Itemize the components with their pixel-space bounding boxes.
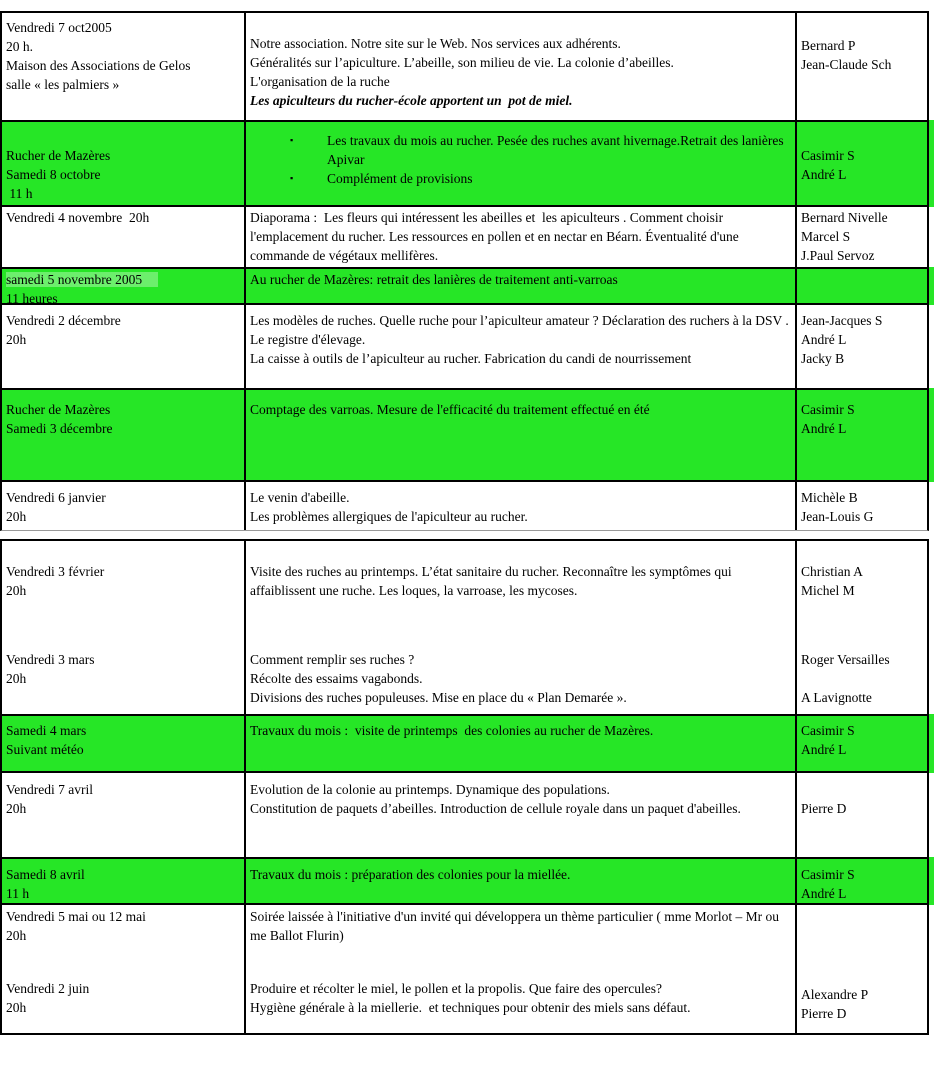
text-line: 11 h [6,186,33,201]
text-line: 11 heures [6,291,58,303]
green-row-overflow [929,857,934,905]
date-cell [2,482,244,530]
bullet-text: Les travaux du mois au rucher. Pesée des ruches avant hivernage.Retrait des lanières Apivar [327,133,787,167]
text-line: Vendredi 3 février [6,564,105,579]
date-cell [2,978,244,1033]
text-line: Bernard P [801,38,856,53]
table-row [2,859,927,905]
bullet-icon: ▪ [290,173,294,183]
text-line: Visite des ruches au printemps. L’état sanitaire du rucher. Reconnaître les symptômes qui affaiblissent une ruche. Les loques, la varroase, les mycoses. [250,564,735,598]
text-line [801,780,922,799]
text-line: Travaux du mois : visite de printemps des colonies au rucher de Mazères. [250,723,654,738]
text-line: Vendredi 7 oct2005 [6,20,112,35]
text-line: Comptage des varroas. Mesure de l'efficacité du traitement effectué en été [250,402,650,417]
text-line: Au rucher de Mazères: retrait des lanières de traitement anti-varroas [250,272,618,287]
text-line: Roger Versailles [801,652,890,667]
presenter-cell [795,773,927,857]
text-line: Les problèmes allergiques de l'apiculteur au rucher. [250,509,528,524]
date-cell [2,859,244,903]
bullet-item [250,169,790,188]
text-line: Hygiène générale à la miellerie. et techniques pour obtenir des miels sans défaut. [250,1000,691,1015]
date-cell [2,905,244,978]
text-line: Casimir S [801,148,855,163]
topic-cell [244,859,795,903]
presenter-cell [795,207,927,267]
presenter-cell [795,716,927,771]
text-line: salle « les palmiers » [6,77,120,92]
topic-cell [244,269,795,303]
text-line: Récolte des essaims vagabonds. [250,671,423,686]
green-row-overflow [929,267,934,305]
table-row [2,122,927,207]
table-row [2,541,927,648]
table-row [2,207,927,269]
table-row [2,13,927,122]
text-line: Le venin d'abeille. [250,490,350,505]
table-row [2,648,927,716]
topic-cell [244,905,795,978]
text-line: 20h [6,928,27,943]
topic-cell [244,541,795,648]
topic-cell [244,482,795,530]
table-row [2,905,927,978]
text-line: Marcel S [801,229,851,244]
text-line: Vendredi 3 mars [6,652,95,667]
table-row [2,305,927,390]
text-line: Suivant météo [6,742,84,757]
text-line: Produire et récolter le miel, le pollen et la propolis. Que faire des opercules? [250,981,662,996]
presenter-cell [795,541,927,648]
text-line: Divisions des ruches populeuses. Mise en place du « Plan Demarée ». [250,690,627,705]
presenter-cell [795,305,927,388]
presenter-cell [795,390,927,480]
text-line: Les modèles de ruches. Quelle ruche pour l’apiculteur amateur ? Déclaration des ruchers à la DSV . Le registre d'élevage. [250,313,793,347]
text-line: Vendredi 2 décembre [6,313,121,328]
text-line: Samedi 4 mars [6,723,87,738]
text-line: 20h [6,332,27,347]
text-line: Casimir S [801,723,855,738]
presenter-cell [795,859,927,903]
text-line: Jean-Louis G [801,509,874,524]
text-line: André L [801,886,847,901]
date-cell [2,390,244,480]
highlighted-text: samedi 5 novembre 2005 [6,272,158,287]
topic-cell [244,716,795,771]
text-line: Diaporama : Les fleurs qui intéressent les abeilles et les apiculteurs . Comment choisir l'emplacement du rucher. Les ressources en pollen et en nectar en Béarn. Éventualité d'une commande de végétaux mellifères. [250,210,743,263]
text-line: 11 h [6,886,30,901]
text-line: Samedi 8 avril [6,867,85,882]
text-line: Constitution de paquets d’abeilles. Introduction de cellule royale dans un paquet d'abeilles. [250,801,741,816]
text-line: Généralités sur l’apiculture. L’abeille, son milieu de vie. La colonie d’abeilles. [250,55,674,70]
text-line: André L [801,421,847,436]
text-line: Rucher de Mazères [6,402,111,417]
presenter-cell [795,978,927,1033]
presenter-cell [795,13,927,120]
topic-cell [244,773,795,857]
presenter-cell [795,269,927,303]
topic-cell [244,13,795,120]
text-line: Evolution de la colonie au printemps. Dynamique des populations. [250,782,610,797]
table-segment [0,11,929,531]
text-line: Vendredi 6 janvier [6,490,106,505]
text-line: Christian A [801,564,863,579]
topic-cell [244,978,795,1033]
topic-cell [244,207,795,267]
date-cell [2,13,244,120]
page-break-gap [0,531,934,539]
text-line: 20h [6,583,27,598]
text-line: A Lavignotte [801,690,872,705]
text-line: 20h [6,1000,27,1015]
text-line: André L [801,742,847,757]
table-row [2,482,927,530]
topic-cell [244,122,795,205]
text-line: Jean-Jacques S [801,313,883,328]
text-line: Soirée laissée à l'initiative d'un invité qui développera un thème particulier ( mme Morlot – Mr ou me Ballot Flurin) [250,909,783,943]
text-line: Michel M [801,583,855,598]
green-row-overflow [929,120,934,207]
date-cell [2,305,244,388]
text-line: Jacky B [801,351,845,366]
topic-cell [244,305,795,388]
text-line [6,270,239,289]
topic-cell [244,390,795,480]
text-line [801,669,922,688]
text-line: Vendredi 5 mai ou 12 mai [6,909,146,924]
text-line: Comment remplir ses ruches ? [250,652,415,667]
text-line: Samedi 8 octobre [6,167,101,182]
table-row [2,269,927,305]
green-row-overflow [929,714,934,773]
date-cell [2,122,244,205]
text-line: 20h [6,801,27,816]
text-line: Pierre D [801,1006,847,1021]
text-line: 20 h. [6,39,33,54]
text-line: Casimir S [801,402,855,417]
table-row [2,390,927,482]
bullet-item [250,131,790,169]
text-line: 20h [6,671,27,686]
table-segment [0,539,929,1035]
date-cell [2,269,244,303]
date-cell [2,773,244,857]
text-line: Notre association. Notre site sur le Web. Nos services aux adhérents. [250,36,621,51]
text-line: Vendredi 2 juin [6,981,90,996]
text-line: Pierre D [801,801,847,816]
text-line: Michèle B [801,490,858,505]
text-line: 20h [6,509,27,524]
text-line: Samedi 3 décembre [6,421,113,436]
table-row [2,773,927,859]
text-line: J.Paul Servoz [801,248,875,263]
text-line: L'organisation de la ruche [250,74,390,89]
emphasis-line: Les apiculteurs du rucher-école apportent un pot de miel. [250,93,573,108]
bullet-icon: ▪ [290,135,294,145]
date-cell [2,541,244,648]
text-line: Travaux du mois : préparation des colonies pour la miellée. [250,867,571,882]
table-row [2,978,927,1033]
text-line: Alexandre P [801,987,869,1002]
presenter-cell [795,122,927,205]
date-cell [2,648,244,714]
text-line: Bernard Nivelle [801,210,888,225]
presenter-cell [795,648,927,714]
text-line: Rucher de Mazères [6,148,111,163]
bullet-text: Complément de provisions [327,171,473,186]
presenter-cell [795,905,927,978]
date-cell [2,716,244,771]
presenter-cell [795,482,927,530]
text-line: Jean-Claude Sch [801,57,892,72]
text-line: Maison des Associations de Gelos [6,58,191,73]
text-line: Vendredi 4 novembre 20h [6,210,150,225]
text-line: Vendredi 7 avril [6,782,93,797]
text-line: Casimir S [801,867,855,882]
topic-cell [244,648,795,714]
green-row-overflow [929,388,934,482]
table-row [2,716,927,773]
date-cell [2,207,244,267]
text-line: André L [801,332,847,347]
text-line: La caisse à outils de l’apiculteur au rucher. Fabrication du candi de nourrissement [250,351,692,366]
text-line: André L [801,167,847,182]
